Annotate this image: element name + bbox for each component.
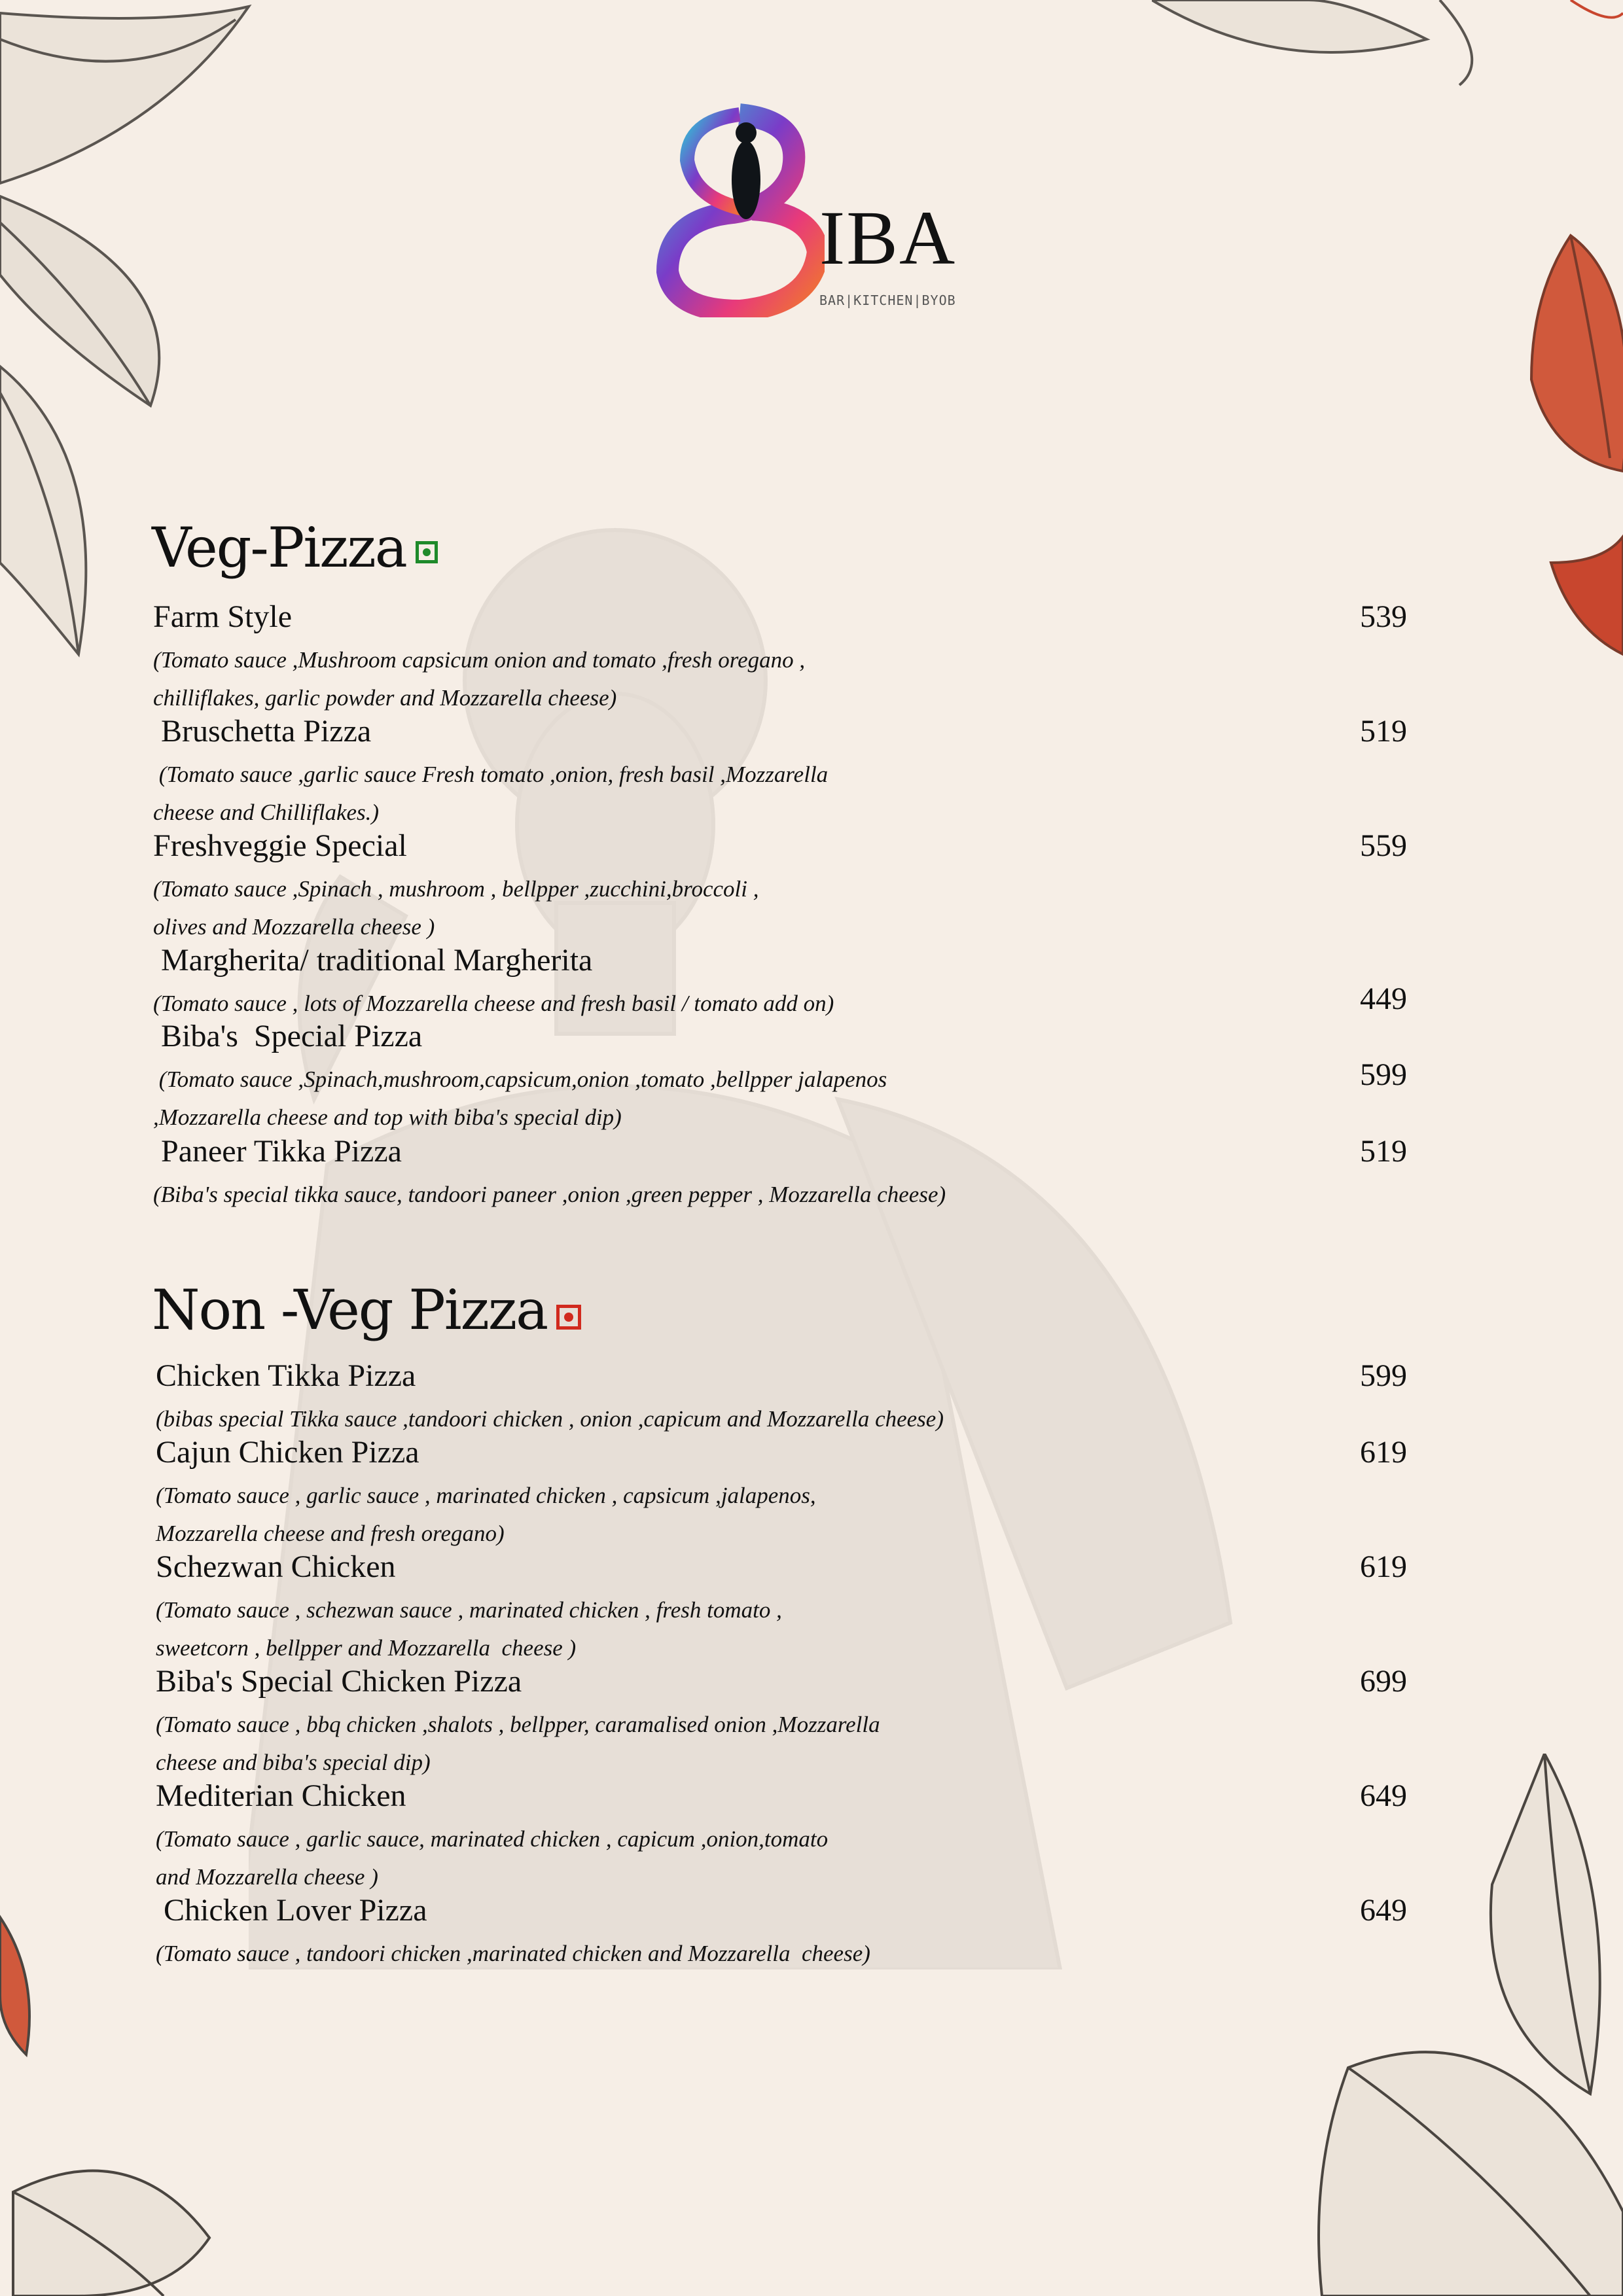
menu-item-name: Cajun Chicken Pizza [156,1435,419,1470]
brand-logo [648,101,975,317]
veg-mark-icon [416,541,438,563]
red-leaf-illustration-right [1492,196,1623,838]
menu-item-description: ,Mozzarella cheese and top with biba's special dip) [153,1104,622,1130]
leaf-illustration-top-right [1152,0,1623,105]
menu-item-name: Biba's Special Chicken Pizza [156,1664,522,1699]
section-title-veg-text: Veg-Pizza [152,516,406,580]
menu-item-name: Chicken Lover Pizza [156,1893,427,1928]
menu-item-name: Mediterian Chicken [156,1778,406,1813]
menu-item-description: (Tomato sauce , garlic sauce , marinated chicken , capsicum ,jalapenos, [156,1483,816,1508]
menu-item-description: (bibas special Tikka sauce ,tandoori chicken , onion ,capicum and Mozzarella cheese) [156,1406,944,1432]
menu-item-price: 649 [1360,1893,1407,1928]
menu-item-description: chilliflakes, garlic powder and Mozzarella cheese) [153,685,617,711]
section-title-non-veg-text: Non -Veg Pizza [152,1278,548,1342]
logo-swirl-icon [648,101,825,317]
menu-item-description: (Tomato sauce , tandoori chicken ,marinated chicken and Mozzarella cheese) [156,1941,870,1966]
section-title-veg [152,516,438,580]
menu-item-description: cheese and Chilliflakes.) [153,800,380,825]
menu-item-price: 539 [1360,599,1407,634]
menu-item-description: (Tomato sauce , lots of Mozzarella cheese and fresh basil / tomato add on) [153,991,834,1016]
menu-item-name: Margherita/ traditional Margherita [153,943,593,978]
menu-item-description: (Tomato sauce , bbq chicken ,shalots , bellpper, caramalised onion ,Mozzarella [156,1712,880,1737]
menu-item-name: Schezwan Chicken [156,1549,396,1584]
non-veg-mark-icon [556,1305,581,1330]
menu-item-description: (Tomato sauce ,Spinach , mushroom , bellpper ,zucchini,broccoli , [153,876,759,902]
leaf-illustration-bottom-right [1283,1754,1623,2296]
brand-tagline: BAR|KITCHEN|BYOB [819,292,956,308]
menu-item-description: (Biba's special tikka sauce, tandoori paneer ,onion ,green pepper , Mozzarella cheese) [153,1182,946,1207]
menu-item-price: 599 [1360,1057,1407,1092]
section-title-non-veg [152,1278,581,1342]
menu-item-price: 519 [1360,1134,1407,1169]
menu-item-name: Farm Style [153,599,292,634]
menu-item-name: Freshveggie Special [153,828,407,863]
menu-item-description: (Tomato sauce ,garlic sauce Fresh tomato ,onion, fresh basil ,Mozzarella [153,762,829,787]
menu-item-description: cheese and biba's special dip) [156,1750,431,1775]
brand-name: IBA [819,195,957,281]
menu-item-description: (Tomato sauce , schezwan sauce , marinated chicken , fresh tomato , [156,1597,782,1623]
menu-item-price: 699 [1360,1664,1407,1699]
menu-item-price: 449 [1360,981,1407,1016]
menu-item-price: 619 [1360,1435,1407,1470]
menu-item-price: 599 [1360,1358,1407,1393]
menu-item-description: Mozzarella cheese and fresh oregano) [156,1521,505,1546]
menu-item-description: olives and Mozzarella cheese ) [153,914,435,940]
statue-background-illustration [249,510,1492,1969]
menu-item-name: Chicken Tikka Pizza [156,1358,416,1393]
menu-item-price: 649 [1360,1778,1407,1813]
menu-item-price: 559 [1360,828,1407,863]
menu-item-price: 619 [1360,1549,1407,1584]
menu-item-name: Paneer Tikka Pizza [153,1134,402,1169]
menu-item-description: (Tomato sauce ,Mushroom capsicum onion and tomato ,fresh oregano , [153,647,806,673]
menu-item-description: (Tomato sauce , garlic sauce, marinated chicken , capicum ,onion,tomato [156,1826,829,1852]
menu-item-description: (Tomato sauce ,Spinach,mushroom,capsicum,onion ,tomato ,bellpper jalapenos [153,1067,887,1092]
menu-item-name: Bruschetta Pizza [153,714,372,749]
menu-item-name: Biba's Special Pizza [153,1019,423,1053]
menu-item-description: sweetcorn , bellpper and Mozzarella cheese ) [156,1635,577,1661]
menu-item-description: and Mozzarella cheese ) [156,1864,378,1890]
menu-item-price: 519 [1360,714,1407,749]
